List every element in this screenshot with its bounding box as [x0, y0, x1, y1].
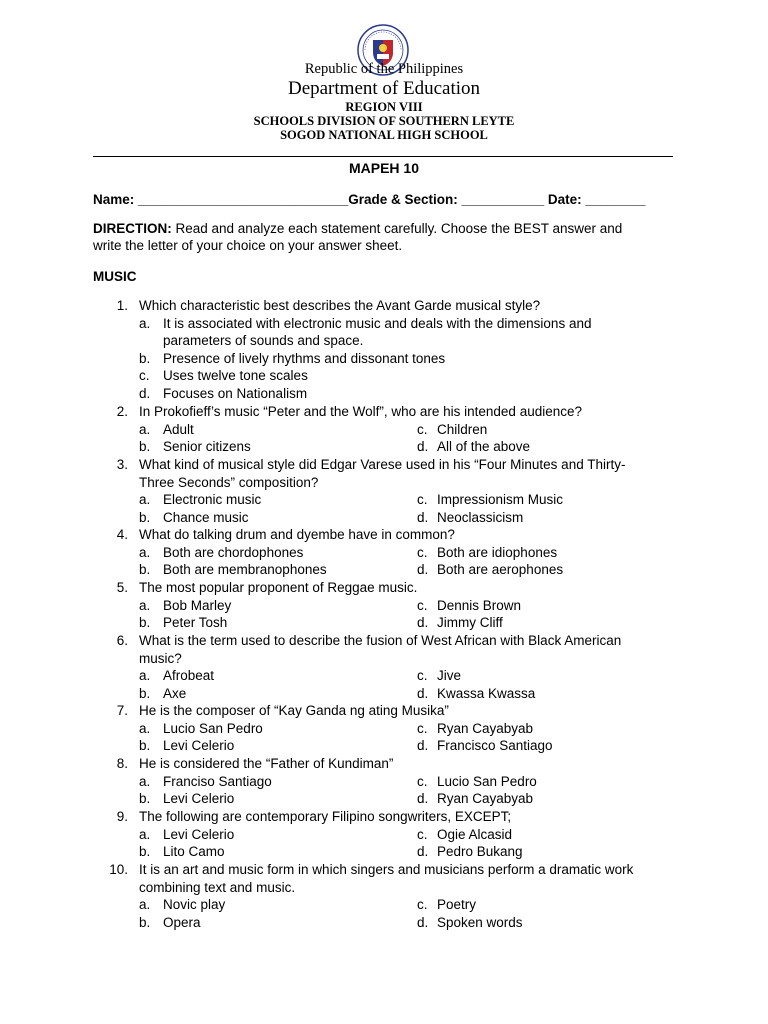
- option-letter: a.: [139, 773, 151, 789]
- option-letter: a.: [139, 544, 151, 560]
- option-letter: c.: [417, 492, 428, 508]
- question-text: It is an art and music form in which singers and musicians perform a dramatic work: [139, 862, 634, 877]
- option-text: Levi Celerio: [163, 826, 235, 842]
- question-text: He is considered the “Father of Kundiman”: [139, 756, 394, 771]
- option-letter: b.: [139, 509, 151, 525]
- option-text: Both are membranophones: [163, 562, 327, 578]
- option-letter: a.: [139, 668, 151, 684]
- option-letter: a.: [139, 492, 151, 508]
- question-number: 5.: [116, 580, 128, 595]
- option-letter: c.: [417, 544, 428, 560]
- option-text: Electronic music: [163, 492, 262, 508]
- header-region: REGION VIII: [345, 100, 423, 114]
- option-letter: c.: [417, 421, 428, 437]
- option-text: Levi Celerio: [163, 791, 235, 807]
- option-text: Impressionism Music: [437, 492, 564, 508]
- option-text: Adult: [163, 421, 194, 437]
- question-text: The most popular proponent of Reggae music.: [139, 580, 418, 595]
- option-letter: a.: [139, 597, 151, 613]
- question-text: What is the term used to describe the fusion of West African with Black American: [139, 633, 622, 648]
- option-text: Lucio San Pedro: [437, 773, 537, 789]
- option-letter: d.: [417, 615, 429, 631]
- option-text: Both are idiophones: [437, 544, 558, 560]
- direction-line-1: [93, 220, 622, 237]
- option-letter: c.: [417, 720, 428, 736]
- option-text: Focuses on Nationalism: [163, 386, 308, 401]
- option-text: Kwassa Kwassa: [437, 685, 536, 701]
- date-label: Date: ________: [544, 192, 646, 207]
- option-letter: c.: [417, 897, 428, 913]
- option-letter: b.: [139, 562, 151, 578]
- subject-title: MAPEH 10: [348, 160, 420, 176]
- option-text: Ryan Cayabyab: [437, 720, 534, 736]
- option-letter: d.: [139, 386, 151, 401]
- option-letter: d.: [417, 439, 429, 455]
- direction-line-2: write the letter of your choice on your answer sheet.: [93, 238, 403, 253]
- option-text: Bob Marley: [163, 597, 232, 613]
- option-text: Presence of lively rhythms and dissonant tones: [163, 350, 446, 366]
- option-text: Pedro Bukang: [437, 844, 523, 860]
- option-text: Lucio San Pedro: [163, 720, 263, 736]
- question-number: 8.: [116, 756, 128, 771]
- option-letter: a.: [139, 315, 151, 331]
- option-text: Levi Celerio: [163, 738, 235, 754]
- option-text: Jimmy Cliff: [437, 615, 503, 631]
- option-text: Ryan Cayabyab: [437, 791, 534, 807]
- option-text: Senior citizens: [163, 439, 251, 455]
- option-text: Axe: [163, 685, 187, 701]
- option-letter: b.: [139, 914, 151, 930]
- option-letter: a.: [139, 720, 151, 736]
- section-title: MUSIC: [93, 269, 137, 284]
- direction-label: DIRECTION:: [93, 221, 172, 236]
- option-letter: b.: [139, 844, 151, 860]
- option-letter: b.: [139, 350, 151, 366]
- info-line: [93, 191, 645, 208]
- question-number: 7.: [116, 703, 128, 718]
- option-letter: c.: [417, 826, 428, 842]
- option-letter: b.: [139, 738, 151, 754]
- question-text: In Prokofieff’s music “Peter and the Wolf”, who are his intended audience?: [139, 404, 582, 419]
- option-letter: b.: [139, 791, 151, 807]
- header-division: SCHOOLS DIVISION OF SOUTHERN LEYTE: [253, 114, 515, 128]
- option-text: All of the above: [437, 439, 531, 455]
- question-number: 9.: [116, 809, 128, 824]
- question-number: 10.: [109, 862, 128, 877]
- option-letter: d.: [417, 791, 429, 807]
- question-text: music?: [139, 650, 182, 666]
- option-letter: c.: [417, 668, 428, 684]
- option-text: Chance music: [163, 509, 249, 525]
- option-text: Novic play: [163, 897, 226, 913]
- direction-text-1: Read and analyze each statement carefully. Choose the BEST answer and: [171, 221, 623, 236]
- option-letter: c.: [139, 368, 150, 384]
- question-number: 2.: [116, 404, 128, 419]
- question-text: What kind of musical style did Edgar Varese used in his “Four Minutes and Thirty-: [139, 457, 626, 472]
- option-text: Peter Tosh: [163, 615, 228, 631]
- option-letter: b.: [139, 685, 151, 701]
- header-divider: [93, 156, 673, 157]
- header-school: SOGOD NATIONAL HIGH SCHOOL: [280, 128, 488, 142]
- option-text: Lito Camo: [163, 844, 225, 860]
- question-text: combining text and music.: [139, 879, 296, 895]
- option-text: Both are chordophones: [163, 544, 304, 560]
- grade-section-label: Grade & Section: ___________: [348, 192, 545, 207]
- question-text: What do talking drum and dyembe have in common?: [139, 527, 455, 542]
- option-text: Franciso Santiago: [163, 773, 272, 789]
- option-text: Ogie Alcasid: [437, 826, 513, 842]
- question-number: 4.: [116, 527, 128, 542]
- option-letter: d.: [417, 738, 429, 754]
- header-department: Department of Education: [287, 78, 481, 99]
- option-text: Neoclassicism: [437, 509, 524, 525]
- option-letter: a.: [139, 421, 151, 437]
- question-number: 3.: [116, 457, 128, 472]
- question-text: Which characteristic best describes the Avant Garde musical style?: [139, 298, 541, 313]
- question-text: Three Seconds” composition?: [139, 474, 319, 490]
- option-letter: c.: [417, 773, 428, 789]
- option-text: Spoken words: [437, 914, 523, 930]
- option-text: Francisco Santiago: [437, 738, 553, 754]
- option-letter: a.: [139, 897, 151, 913]
- option-text: Afrobeat: [163, 668, 215, 684]
- option-letter: d.: [417, 562, 429, 578]
- question-number: 1.: [116, 298, 128, 313]
- option-letter: d.: [417, 914, 429, 930]
- option-letter: d.: [417, 509, 429, 525]
- question-text: The following are contemporary Filipino songwriters, EXCEPT;: [139, 809, 512, 824]
- option-letter: a.: [139, 826, 151, 842]
- header-republic: Republic of the Philippines: [304, 61, 464, 77]
- option-text: It is associated with electronic music and deals with the dimensions and: [163, 315, 592, 331]
- name-label: Name: ____________________________: [93, 192, 349, 207]
- option-text: Opera: [163, 914, 201, 930]
- option-letter: b.: [139, 439, 151, 455]
- option-letter: b.: [139, 615, 151, 631]
- option-letter: c.: [417, 597, 428, 613]
- option-text: Children: [437, 421, 488, 437]
- option-text: Jive: [437, 668, 462, 684]
- question-text: He is the composer of “Kay Ganda ng ating Musika”: [139, 703, 449, 718]
- option-text: parameters of sounds and space.: [163, 333, 364, 349]
- option-text: Poetry: [437, 897, 477, 913]
- option-letter: d.: [417, 844, 429, 860]
- question-number: 6.: [116, 633, 128, 648]
- option-text: Dennis Brown: [437, 597, 522, 613]
- option-letter: d.: [417, 685, 429, 701]
- option-text: Both are aerophones: [437, 562, 564, 578]
- option-text: Uses twelve tone scales: [163, 368, 308, 384]
